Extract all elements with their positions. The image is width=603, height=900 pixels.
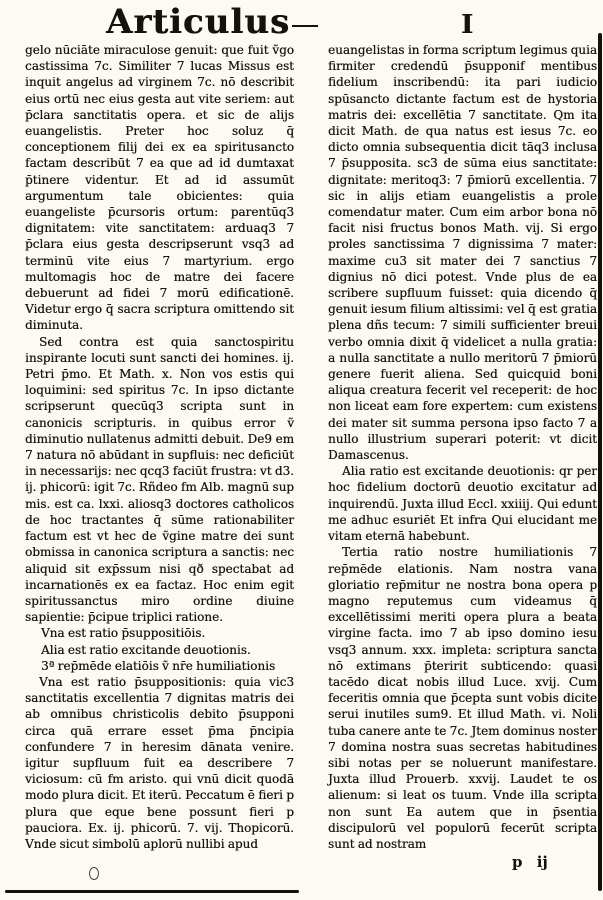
- text-column-left: [25, 42, 294, 852]
- ratio-line: 3ª rep̄mēde elatiōis ṽ nr̄e humiliationis: [41, 658, 276, 673]
- paragraph: Tertia ratio nostre humiliationis 7 rep̄mēde elationis. Nam nostra vana gloriatio rep̄mitur ne nostra bona opera p magno reputemus cum videamus q̄ excellētissimi meriti opera plura a beata virgine facta. imo 7 ab ipso domino iesu vsq3 annum. xxx. impleta: scriptura sancta nō extimans p̄teririt subticendo: quasi tacēdo dicat nobis illud Luce. xvij. Cum feceritis omnia que p̄cepta sunt vobis dicite serui inutiles sum9. Et illud Math. vi. Noli tuba canere ante te 7c. Jtem dominus noster 7 domina nostra suas secretas habitudines sibi notas per se noluerunt manifestare. Juxta illud Prouerb. xxvij. Laudet te os alienum: si leat os tuum. Vnde illa scripta non sunt Ea autem que in p̄sentia discipulorū vel populorū fecerūt scripta sunt ad nostram: [328, 545, 597, 851]
- page-title: Articulus: [106, 2, 318, 42]
- paragraph: Vna est ratio p̄suppositionis: quia vic3 sanctitatis excellentia 7 dignitas matris dei ab omnibus christicolis debito p̄supponi circa quā errare esset p̄ma p̄ncipia confundere 7 in heresim dānata venire. igitur supfluum fuit ea describere 7 viciosum: cū fm aristo. qui vnū dicit quodā modo plura dicit. Et iterū. Peccatum ē fieri p plura que eque bene possunt fieri p pauciora. Ex. ij. phicorū. 7. vij. Thopicorū. Vnde sicut simbolū aplorū nullibi apud: [25, 674, 294, 851]
- ratio-line: Alia est ratio excitande deuotionis.: [41, 642, 251, 657]
- text-columns: [25, 42, 598, 852]
- ratio-line: Vna est ratio p̄suppositiōis.: [41, 626, 206, 641]
- paragraph: euangelistas in forma scriptum legimus quia firmiter credendū p̄supponif mentibus fidelium inscribendū: ita pari iudicio spūsancto dictante factum est de hystoria matris dei: excellētia 7 sanctitate. Qm ita dicit Math. de qua natus est iesus 7c. eo dicto omnia subsequentia dicit tāq3 inclusa 7 p̄supposita. sc3 de sūma eius sanctitate: dignitate: meritoq3: 7 p̄miorū excellentia. 7 sic in alijs etiam euangelistis a prole comendatur mater. Cum eim arbor bona nō facit nisi fructus bonos Math. vij. Si ergo proles sanctissima 7 dignissima 7 mater: maxime cu3 sit mater dei 7 sanctius 7 dignius nō dici potest. Vnde plus de ea scribere supfluum fuisset: quia dicendo q̄ genuit iesum filium altissimi: vel q̄ est gratia plena dñs tecum: 7 simili sufficienter breui verbo omnia dixit q̄ videlicet a nulla gratia: a nulla sanctitate a nullo meritorū 7 p̄miorū genere fuerit aliena. Sed quicquid boni aliqua creatura fecerit vel receperit: de hoc non liceat eam fore expertem: cum existens dei mater sit summa persona ipso facto 7 a nullo illustrium superari poterit: vt dicit Damascenus.: [328, 43, 597, 463]
- paragraph: gelo nūciāte miraculose genuit: que fuit ṽgo castissima 7c. Similiter 7 lucas Missus est inquit angelus ad virginem 7c. nō describit eius ortū nec eius gesta aut vite seriem: aut p̄clara sanctitatis opera. et sic de alijs euangelistis. Preter hoc soluz q̄ conceptionem filij dei ex ea spiritusancto factam describūt 7 ea que ad id dumtaxat p̄tinere videntur. Et ad id assumūt argumentum tale obicientes: quia euangeliste p̄cursoris ortum: parentūq3 dignitatem: vite sanctitatem: arduaq3 7 p̄clara eius gesta descripserunt vsq3 ad terminū vite eius 7 martyrium. ergo multomagis hoc de matre dei facere debuerunt ad fidei 7 morū edificationē. Videtur ergo q̄ sacra scriptura omittendo sit diminuta.: [25, 43, 294, 333]
- signature-mark: p ij: [512, 853, 548, 871]
- text-column-right: [328, 42, 597, 852]
- paragraph: Alia ratio est excitande deuotionis: qr per hoc fidelium doctorū deuotio excitatur ad inquirendū. Juxta illud Eccl. xxiiij. Qui edunt me adhuc esuriēt Et infra Qui elucidant me vitam eternā habebunt.: [328, 464, 597, 544]
- paragraph: Sed contra est quia sanctospiritu inspirante locuti sunt sancti dei homines. ij. Petri p̄mo. Et Math. x. Non vos estis qui loquimini: sed spiritus 7c. In ipso dictante scripserunt quecūq3 scripta sunt in canonicis scripturis. in quibus error ṽ diminutio nullatenus admitti debuit. De9 em 7 natura nō abūdant in supfluis: nec deficiūt in necessarijs: nec qcq3 faciūt frustra: vt d3. ij. phicorū: igit 7c. Rñdeo fm Alb. magnū sup mis. est ca. lxxi. aliosq3 doctores catholicos de hoc tractantes q̄ sūme rationabiliter factum est vt hec de ṽgine matre dei sunt obmissa in canonica scriptura a sanctis: nec aliquid sit exp̄ssum nisi qð spectabat ad incarnationēs ex ea factaz. Hoc enim egit spiritussanctus miro ordine diuine sapientie: p̄cipue triplici ratione.: [25, 334, 294, 625]
- scan-edge-right: [598, 33, 602, 891]
- printer-ornament-icon: [89, 867, 99, 880]
- folio-number: I: [461, 10, 474, 40]
- scan-edge-bottom: [5, 890, 299, 893]
